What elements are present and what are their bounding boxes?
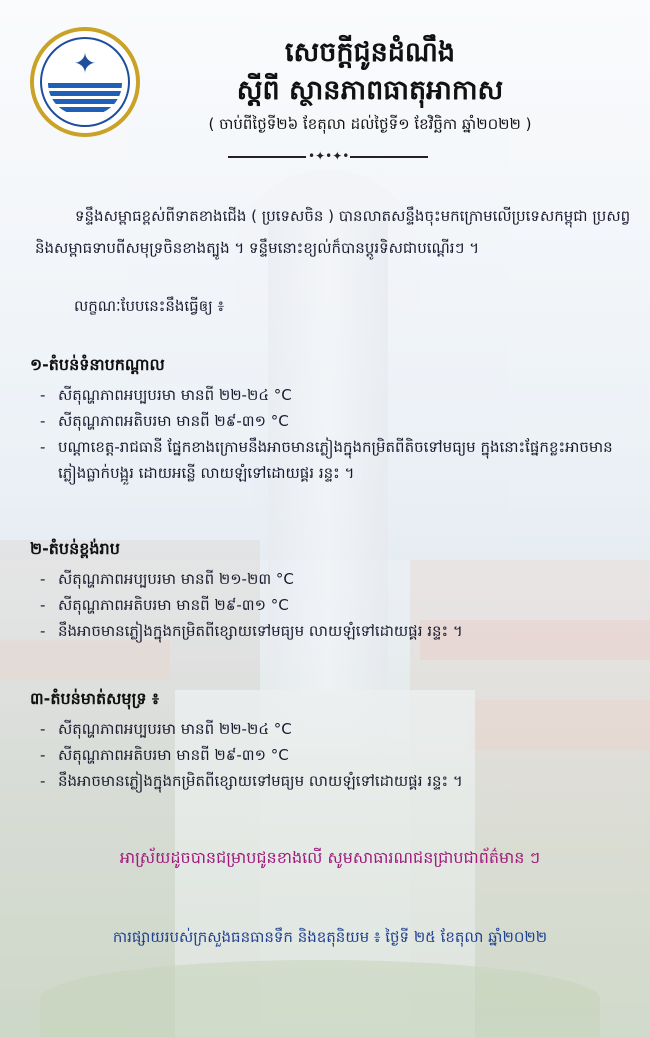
list-item: - សីតុណ្ហភាពអប្បបរមា មានពី ២១-២៣ °C: [40, 566, 640, 592]
list-item: - សីតុណ្ហភាពអតិបរមា មានពី ២៩-៣១ °C: [40, 742, 640, 768]
divider-line-left: [228, 156, 306, 158]
region-title-coastal: ៣-តំបន់មាត់សមុទ្រ ៖: [30, 689, 160, 708]
divider-ornament: •✦•✦•: [308, 149, 350, 163]
page-subject: ស្តីពី ស្ថានភាពធាតុអាកាស: [236, 75, 504, 106]
intro-paragraph: ទន្ទឹងសម្ពាធខ្ពស់ពីទាតខាងជើង ( ប្រទេសចិន ) បានលាតសន្ទឹងចុះមកក្រោមលើប្រទេសកម្ពុជា ប្រសព្វនិងសម្ពាធទាបពីសមុទ្រចិនខាងត្បូង ។ ទន្ទឹមនោះខ្យល់ក៏បានប្តូរទិសជាបណ្តើរៗ ។: [35, 207, 631, 257]
region-list-plateau: [40, 566, 640, 644]
ornament-divider: [228, 149, 428, 163]
closing-statement: អាស្រ័យដូចបានជម្រាបជូនខាងលើ សូមសាធារណជនជ្រាបជាព័ត៌មាន ៗ: [119, 848, 541, 867]
list-item: - សីតុណ្ហភាពអតិបរមា មានពី ២៩-៣១ °C: [40, 592, 640, 618]
ministry-logo-icon: [30, 27, 140, 137]
publisher-footer: ការផ្សាយរបស់ក្រសួងធនធានទឹក និងឧតុនិយម ៖ ថ្ងៃទី ២៥ ខែតុលា ឆ្នាំ២០២២: [112, 928, 548, 946]
list-item: - សីតុណ្ហភាពអប្បបរមា មានពី ២២-២៤ °C: [40, 716, 640, 742]
region-title-lowland: ១-តំបន់ទំនាបកណ្ដាល: [30, 355, 165, 374]
effects-intro: លក្ខណៈបែបនេះនឹងធ្វើឲ្យ ៖: [74, 297, 225, 315]
region-list-lowland: [40, 382, 640, 486]
list-item: - នឹងអាចមានភ្លៀងក្នុងកម្រិតពីខ្សោយទៅមធ្យម លាយឡំទៅដោយផ្គរ រន្ទះ ។: [40, 768, 640, 794]
region-list-coastal: [40, 716, 640, 794]
page-title: សេចក្តីជូនដំណឹង: [284, 37, 456, 68]
divider-line-right: [350, 156, 428, 158]
compass-star-icon: ✦: [73, 47, 97, 80]
date-range: ( ចាប់ពីថ្ងៃទី២៦ ខែតុលា ដល់ថ្ងៃទី១ ខែវិច្ឆិកា ឆ្នាំ២០២២ ): [208, 115, 532, 133]
list-item: - នឹងអាចមានភ្លៀងក្នុងកម្រិតពីខ្សោយទៅមធ្យម លាយឡំទៅដោយផ្គរ រន្ទះ ។: [40, 618, 640, 644]
region-title-plateau: ២-តំបន់ខ្ពង់រាប: [30, 539, 120, 558]
list-item: - សីតុណ្ហភាពអប្បបរមា មានពី ២២-២៤ °C: [40, 382, 640, 408]
list-item: - សីតុណ្ហភាពអតិបរមា មានពី ២៩-៣១ °C: [40, 408, 640, 434]
list-item: - បណ្ដាខេត្ត-រាជធានី ផ្នែកខាងក្រោមនឹងអាចមានភ្លៀងក្នុងកម្រិតពីតិចទៅមធ្យម ក្នុងនោះផ្នែកខ្លះអាចមានភ្លៀងធ្លាក់បង្អួរ ដោយអន្លើ លាយឡំទៅដោយផ្គរ រន្ទះ ។: [40, 434, 640, 486]
